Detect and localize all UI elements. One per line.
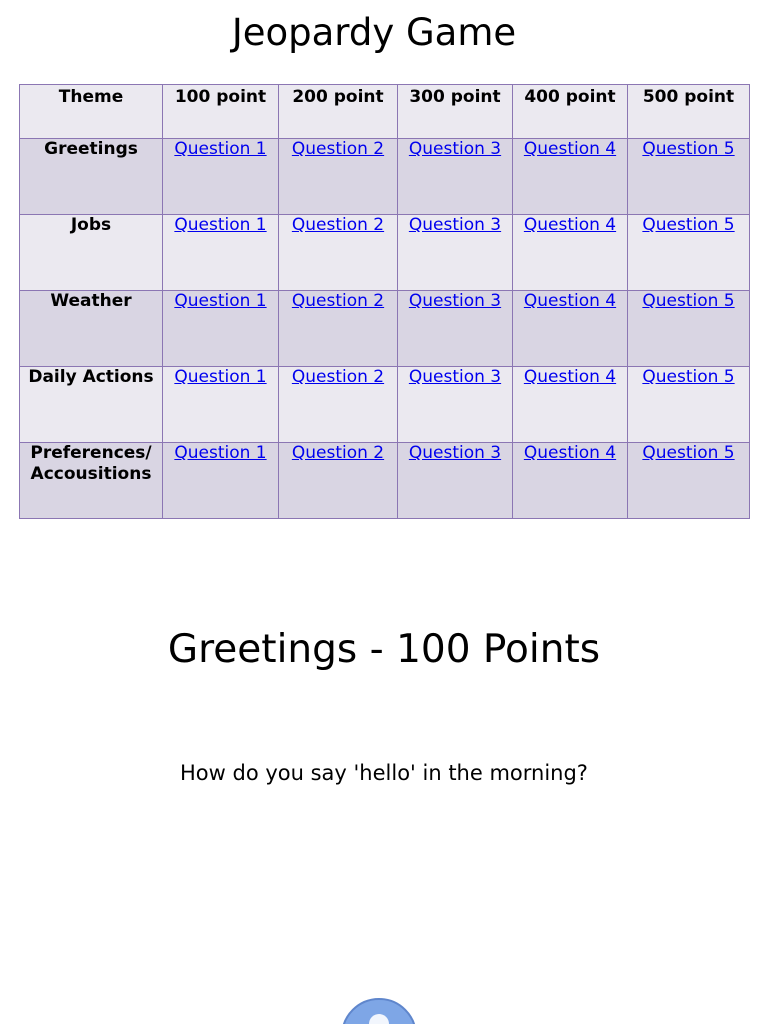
category-row-preferences bbox=[20, 443, 750, 519]
preferences-question-1-link[interactable]: Question 1 bbox=[174, 443, 267, 463]
jobs-question-5-link[interactable]: Question 5 bbox=[642, 215, 735, 235]
theme-jobs: Jobs bbox=[20, 215, 163, 291]
greetings-question-3-link[interactable]: Question 3 bbox=[408, 139, 502, 159]
weather-question-3-link[interactable]: Question 3 bbox=[408, 291, 502, 311]
preferences-question-2-link[interactable]: Question 2 bbox=[291, 443, 385, 463]
category-row-jobs bbox=[20, 215, 750, 291]
preferences-question-5-link[interactable]: Question 5 bbox=[642, 443, 735, 463]
theme-daily-actions: Daily Actions bbox=[20, 367, 163, 443]
category-row-weather bbox=[20, 291, 750, 367]
daily-actions-question-2-link[interactable]: Question 2 bbox=[291, 367, 385, 387]
arrow-icon bbox=[369, 1014, 389, 1024]
category-row-daily-actions bbox=[20, 367, 750, 443]
weather-question-5-link[interactable]: Question 5 bbox=[642, 291, 735, 311]
jobs-question-1-link[interactable]: Question 1 bbox=[174, 215, 267, 235]
page-title: Jeopardy Game bbox=[231, 11, 517, 54]
header-theme: Theme bbox=[20, 85, 163, 139]
greetings-question-1-link[interactable]: Question 1 bbox=[174, 139, 267, 159]
daily-actions-question-5-link[interactable]: Question 5 bbox=[642, 367, 735, 387]
question-title: Greetings - 100 Points bbox=[167, 627, 601, 672]
header-200: 200 point bbox=[279, 85, 398, 139]
daily-actions-question-3-link[interactable]: Question 3 bbox=[408, 367, 502, 387]
weather-question-2-link[interactable]: Question 2 bbox=[291, 291, 385, 311]
preferences-question-4-link[interactable]: Question 4 bbox=[523, 443, 617, 463]
jobs-question-4-link[interactable]: Question 4 bbox=[523, 215, 617, 235]
next-button[interactable] bbox=[341, 998, 417, 1024]
question-text: How do you say 'hello' in the morning? bbox=[180, 761, 588, 785]
daily-actions-question-4-link[interactable]: Question 4 bbox=[523, 367, 617, 387]
header-row bbox=[20, 85, 750, 139]
jobs-question-2-link[interactable]: Question 2 bbox=[291, 215, 385, 235]
header-500: 500 point bbox=[628, 85, 750, 139]
theme-greetings: Greetings bbox=[20, 139, 163, 215]
weather-question-4-link[interactable]: Question 4 bbox=[523, 291, 617, 311]
theme-weather: Weather bbox=[20, 291, 163, 367]
daily-actions-question-1-link[interactable]: Question 1 bbox=[174, 367, 267, 387]
theme-preferences: Preferences/ Accousitions bbox=[20, 443, 163, 519]
jeopardy-board bbox=[19, 84, 750, 519]
weather-question-1-link[interactable]: Question 1 bbox=[174, 291, 267, 311]
preferences-question-3-link[interactable]: Question 3 bbox=[408, 443, 502, 463]
header-300: 300 point bbox=[398, 85, 513, 139]
greetings-question-4-link[interactable]: Question 4 bbox=[523, 139, 617, 159]
category-row-greetings bbox=[20, 139, 750, 215]
greetings-question-5-link[interactable]: Question 5 bbox=[642, 139, 735, 159]
header-100: 100 point bbox=[163, 85, 279, 139]
greetings-question-2-link[interactable]: Question 2 bbox=[291, 139, 385, 159]
header-400: 400 point bbox=[513, 85, 628, 139]
jobs-question-3-link[interactable]: Question 3 bbox=[408, 215, 502, 235]
